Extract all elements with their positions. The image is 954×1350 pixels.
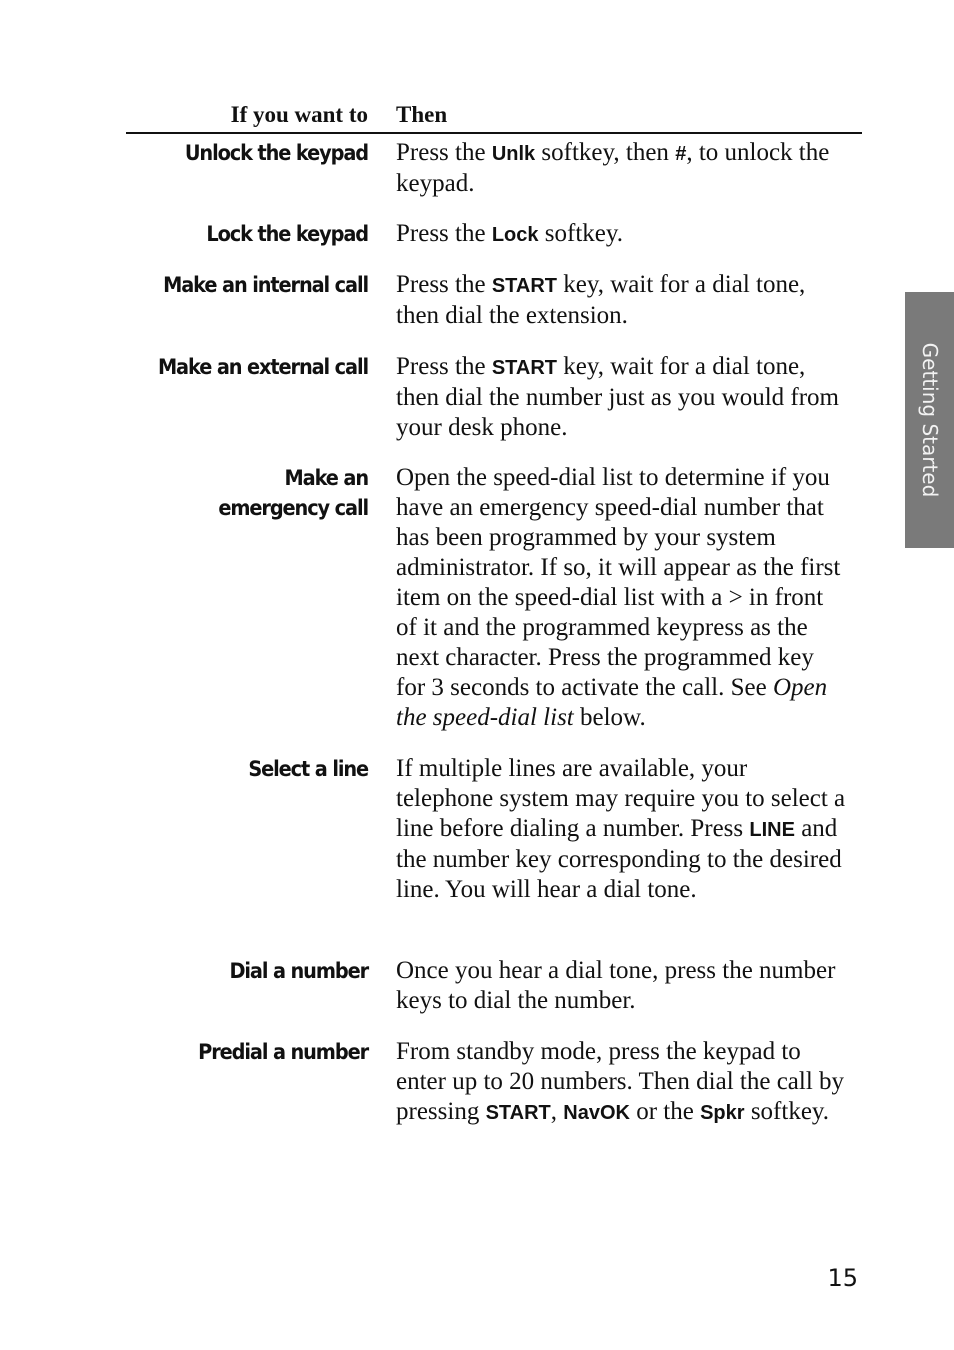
key-label: NavOK (563, 1102, 630, 1124)
action-description: Open the speed-dial list to determine if you have an emergency speed-dial number that has been programmed by your system administrator. If so, it will appear as the first item on the speed-dial list with a > in front of it and the programmed keypress as the next character. Press the programmed key for 3 seconds to activate the call. See Open the speed-dial list below. (396, 464, 841, 731)
softkey-label: Unlk (491, 143, 536, 165)
section-tab (905, 292, 954, 548)
action-label: Lock the keypad (206, 222, 368, 246)
key-label: LINE (749, 819, 795, 841)
action-label: Select a line (248, 757, 368, 781)
action-description: Press the Unlk softkey, then #, to unlock the keypad. (396, 139, 830, 197)
action-label: Make an internal call (163, 273, 368, 297)
action-description: Press the Lock softkey. (396, 220, 623, 247)
softkey-label: Spkr (700, 1102, 745, 1124)
key-label: START (491, 275, 558, 297)
action-description: Press the START key, wait for a dial tone, then dial the extension. (396, 271, 806, 329)
key-label: # (675, 143, 687, 165)
header-then: Then (396, 102, 448, 127)
section-tab-label: Getting Started (917, 342, 942, 498)
action-description: Once you hear a dial tone, press the number keys to dial the number. (396, 957, 836, 1014)
key-label: START (491, 357, 558, 379)
action-label: Unlock the keypad (184, 141, 368, 165)
page-number: 15 (827, 1264, 858, 1292)
softkey-label: Lock (491, 224, 539, 246)
action-description: If multiple lines are available, your telephone system may require you to select a line before dialing a number. Press LINE and the number key corresponding to the desired line. You will hear a dial tone. (396, 755, 846, 903)
table-header (126, 96, 862, 134)
cross-reference: Open the speed-dial list (396, 674, 828, 731)
header-if-you-want-to: If you want to (230, 102, 368, 127)
action-label: Make an external call (157, 355, 368, 379)
instruction-table (126, 96, 862, 1125)
action-label: Predial a number (198, 1040, 368, 1064)
action-description: Press the START key, wait for a dial tone, then dial the number just as you would from your desk phone. (396, 353, 839, 441)
action-label: Dial a number (229, 959, 368, 983)
key-label: START (485, 1102, 551, 1124)
action-label: Make an emergency call (218, 466, 368, 520)
action-description: From standby mode, press the keypad to enter up to 20 numbers. Then dial the call by pressing START, NavOK or the Spkr softkey. (396, 1038, 845, 1125)
